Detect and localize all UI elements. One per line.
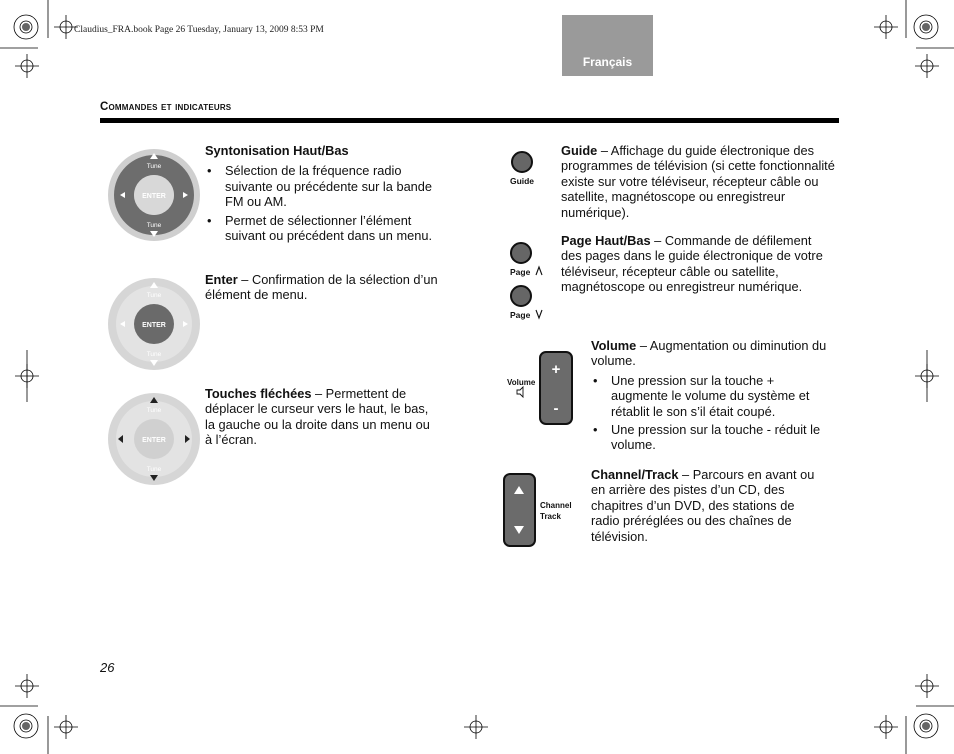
language-tab bbox=[562, 15, 653, 76]
tune-label: Tune bbox=[146, 466, 162, 473]
section-title: Commandes et indicateurs bbox=[100, 101, 232, 113]
enter-label: ENTER bbox=[142, 437, 166, 444]
page-number: 26 bbox=[100, 660, 115, 675]
section-rule bbox=[100, 118, 839, 123]
print-slug: Claudius_FRA.book Page 26 Tuesday, January 13, 2009 8:53 PM bbox=[74, 25, 324, 35]
guide-title: Guide bbox=[561, 143, 598, 158]
enter-text: – Confirmation de la sélection d’un élément de menu. bbox=[205, 272, 438, 303]
tune-label: Tune bbox=[146, 351, 162, 358]
channel-label: Channel bbox=[540, 501, 572, 510]
tune-description bbox=[205, 143, 445, 243]
tune-label: Tune bbox=[146, 163, 162, 170]
page-buttons-graphic bbox=[505, 240, 550, 326]
channel-buttons-graphic bbox=[502, 472, 582, 548]
page-description bbox=[561, 233, 835, 295]
guide-button-graphic bbox=[505, 148, 545, 190]
tune-label: Tune bbox=[146, 407, 162, 414]
arrow-buttons-graphic bbox=[106, 391, 202, 487]
channel-text: – Parcours en avant ou en arrière des pistes d’un CD, des chapitres d’un DVD, des stations de radio préréglées ou des chaînes de télévision. bbox=[591, 467, 815, 544]
page-title: Page Haut/Bas bbox=[561, 233, 651, 248]
page-up-label: Page bbox=[510, 267, 531, 277]
guide-label: Guide bbox=[509, 176, 535, 186]
arrows-text: – Permettent de déplacer le curseur vers le haut, le bas, la gauche ou la droite dans un menu ou à l’écran. bbox=[205, 386, 430, 448]
volume-bullet: • Une pression sur la touche - réduit le volume. bbox=[591, 422, 827, 453]
volume-bullet: • Une pression sur la touche + augmente le volume du système et rétablit le son s’il était coupé. bbox=[591, 373, 827, 419]
enter-button-graphic bbox=[106, 276, 202, 372]
enter-label: ENTER bbox=[142, 193, 166, 200]
volume-buttons-graphic bbox=[505, 350, 575, 426]
enter-title: Enter bbox=[205, 272, 238, 287]
volume-minus: - bbox=[553, 400, 559, 417]
enter-description bbox=[205, 272, 440, 303]
volume-plus: + bbox=[551, 361, 561, 378]
tune-title: Syntonisation Haut/Bas bbox=[205, 143, 349, 158]
track-label: Track bbox=[540, 512, 561, 521]
tune-label: Tune bbox=[146, 222, 162, 229]
volume-description bbox=[591, 338, 827, 453]
volume-text: – Augmentation ou diminution du volume. bbox=[591, 338, 827, 369]
arrows-title: Touches fléchées bbox=[205, 386, 312, 401]
guide-description bbox=[561, 143, 835, 220]
page-down-label: Page bbox=[510, 310, 531, 320]
tune-bullet: • Permet de sélectionner l’élément suivant ou précédent dans un menu. bbox=[205, 213, 445, 244]
enter-label: ENTER bbox=[142, 322, 166, 329]
tune-label: Tune bbox=[146, 292, 162, 299]
volume-label: Volume bbox=[507, 378, 536, 387]
tune-bullet: • Sélection de la fréquence radio suivante ou précédente sur la bande FM ou AM. bbox=[205, 163, 445, 209]
channel-description bbox=[591, 467, 823, 544]
channel-title: Channel/Track bbox=[591, 467, 679, 482]
page-text: – Commande de défilement des pages dans le guide électronique de votre téléviseur, récepteur câble ou satellite, magnétoscope ou enregistreur numérique. bbox=[561, 233, 823, 295]
tune-buttons-graphic bbox=[106, 147, 202, 243]
speaker-icon bbox=[517, 387, 523, 397]
volume-title: Volume bbox=[591, 338, 637, 353]
guide-text: – Affichage du guide électronique des programmes de télévision (si cette fonctionnalité existe sur votre téléviseur, récepteur câble ou satellite, magnétoscope ou enregistreur numérique). bbox=[561, 143, 835, 220]
arrows-description bbox=[205, 386, 440, 448]
language-tab-label: Français bbox=[582, 55, 633, 69]
